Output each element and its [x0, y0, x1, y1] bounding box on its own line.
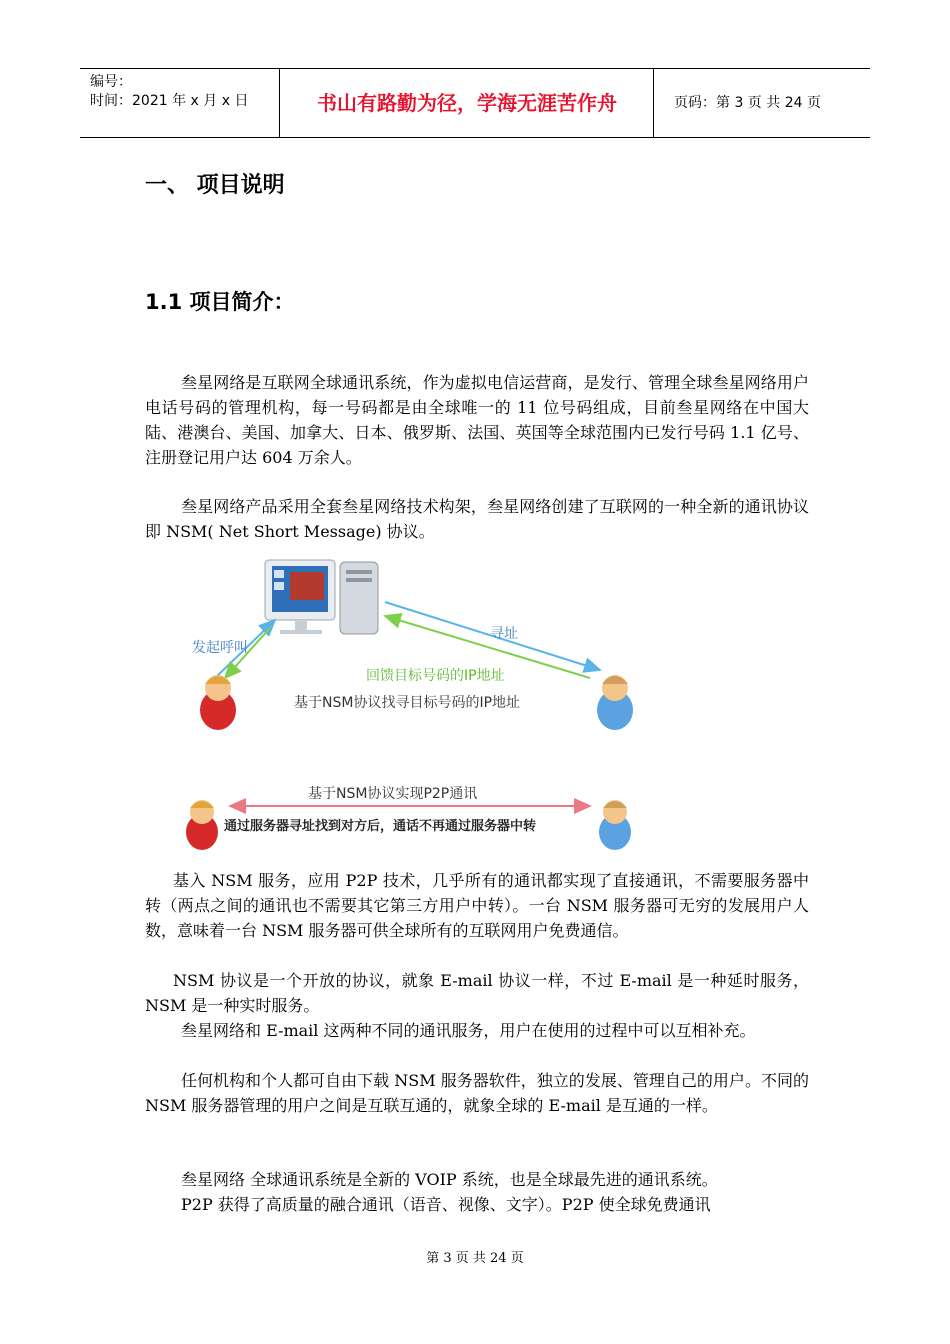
paragraph-nsm: 叁星网络产品采用全套叁星网络技术构架，叁星网络创建了互联网的一种全新的通讯协议即 NSM( Net Short Message) 协议。: [145, 497, 809, 541]
label-feedback: 回馈目标号码的IP地址: [366, 668, 505, 684]
subsection-title: 1.1 项目简介：: [145, 290, 295, 314]
page-footer: 第 3 页 共 24 页: [426, 1251, 524, 1266]
paragraph-protocol: NSM 协议是一个开放的协议，就象 E-mail 协议一样，不过 E-mail 是一种延时服务，NSM 是一种实时服务。: [145, 971, 809, 1015]
page-header: [80, 68, 870, 138]
paragraph-servers: 任何机构和个人都可自由下载 NSM 服务器软件，独立的发展、管理自己的用户。不同的 NSM 服务器管理的用户之间是互联互通的，就象全球的 E-mail 是互通的一样。: [145, 1071, 809, 1115]
server-computer-icon: [265, 560, 378, 634]
section-title: 一、 项目说明: [145, 173, 285, 198]
callee-user-icon: [597, 675, 633, 730]
label-call: 发起呼叫: [192, 640, 248, 656]
caller-user-bottom-icon: [186, 800, 218, 850]
header-meta: [80, 69, 280, 137]
paragraph-voip: 叁星网络 全球通讯系统是全新的 VOIP 系统，也是全球最先进的通讯系统。: [181, 1170, 718, 1189]
header-page-number: 页码：第 3 页 共 24 页: [674, 95, 821, 111]
caption-addressing: 基于NSM协议找寻目标号码的IP地址: [294, 695, 521, 711]
doc-number-label: 编号：: [90, 74, 132, 90]
caption-p2p: 基于NSM协议实现P2P通讯: [308, 786, 478, 802]
nsm-p2p-diagram: [180, 550, 660, 860]
callee-user-bottom-icon: [599, 800, 631, 850]
header-motto: 书山有路勤为径，学海无涯苦作舟: [281, 69, 654, 137]
paragraph-intro: 叁星网络是互联网全球通讯系统，作为虚拟电信运营商，是发行、管理全球叁星网络用户电话号码的管理机构，每一号码都是由全球唯一的 11 位号码组成，目前叁星网络在中国大陆、港澳台、美国、加拿大、日本、俄罗斯、法国、英国等全球范围内已发行号码 1.1 亿号、注册登记用户达 604 万余人。: [145, 373, 809, 467]
header-date: 时间：2021 年 x 月 x 日: [90, 93, 249, 109]
paragraph-p2p: 基入 NSM 服务，应用 P2P 技术，几乎所有的通讯都实现了直接通讯，不需要服务器中转（两点之间的通讯也不需要其它第三方用户中转）。一台 NSM 服务器可无穷的发展用户人数，意味着一台 NSM 服务器可供全球所有的互联网用户免费通信。: [145, 871, 809, 940]
paragraph-quality: P2P 获得了高质量的融合通讯（语音、视像、文字）。P2P 使全球免费通讯: [181, 1195, 711, 1214]
caller-user-icon: [200, 675, 236, 730]
caption-direct: 通过服务器寻址找到对方后，通话不再通过服务器中转: [224, 819, 537, 834]
label-seek: 寻址: [490, 626, 518, 642]
paragraph-complement: 叁星网络和 E-mail 这两种不同的通讯服务，用户在使用的过程中可以互相补充。: [181, 1021, 756, 1040]
